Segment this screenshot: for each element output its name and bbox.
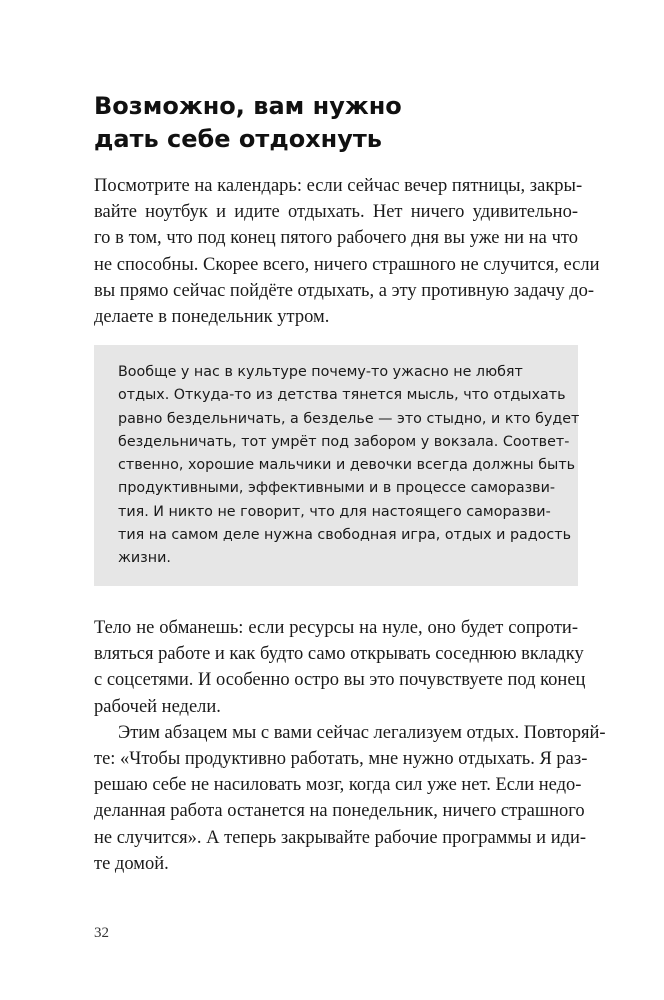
text-line: вы прямо сейчас пойдёте отдыхать, а эту противную задачу до-: [94, 280, 595, 301]
callout-line: Вообще у нас в культуре почему-то ужасно не любят: [118, 364, 523, 380]
section-heading: [94, 90, 574, 156]
page-number: 32: [94, 925, 109, 941]
text-line: решаю себе не насиловать мозг, когда сил уже нет. Если недо-: [94, 775, 582, 796]
text-line: Тело не обманешь: если ресурсы на нуле, оно будет сопроти-: [94, 618, 578, 638]
text-line: деланная работа останется на понедельник, ничего страшного: [94, 801, 585, 822]
text-line: вляться работе и как будто само открывать соседнюю вкладку: [94, 644, 584, 665]
text-line: рабочей недели.: [94, 696, 221, 717]
callout-line: тия на самом деле нужна свободная игра, отдых и радость: [118, 527, 572, 544]
callout-line: тия. И никто не говорит, что для настоящего саморазви-: [118, 503, 551, 520]
callout-line: равно бездельничать, а безделье — это стыдно, и кто будет: [118, 410, 580, 427]
text-line: делаете в понедельник утром.: [94, 307, 330, 328]
callout-line: отдых. Откуда-то из детства тянется мысль, что отдыхать: [118, 387, 566, 404]
heading-line: дать себе отдохнуть: [94, 125, 382, 153]
paragraph-1: [94, 173, 600, 330]
paragraph-2-and-3: [94, 615, 606, 877]
text-line: не способны. Скорее всего, ничего страшного не случится, если: [94, 254, 600, 275]
callout-line: бездельничать, тот умрёт под забором у вокзала. Соответ-: [118, 433, 570, 450]
text-line: не случится». А теперь закрывайте рабочие программы и иди-: [94, 827, 587, 848]
callout-line: жизни.: [118, 550, 171, 567]
heading-line: Возможно, вам нужно: [94, 92, 402, 120]
callout-text: [118, 361, 580, 571]
text-line: вайте ноутбук и идите отдыхать. Нет ничего удивительно-: [94, 202, 578, 223]
callout-box: [94, 345, 578, 586]
callout-line: ственно, хорошие мальчики и девочки всегда должны быть: [118, 457, 576, 474]
text-line: Посмотрите на календарь: если сейчас вечер пятницы, закры-: [94, 176, 583, 196]
text-line: те: «Чтобы продуктивно работать, мне нужно отдыхать. Я раз-: [94, 749, 588, 770]
callout-line: продуктивными, эффективными и в процессе саморазви-: [118, 480, 556, 497]
text-line: те домой.: [94, 853, 169, 874]
text-line: го в том, что под конец пятого рабочего дня вы уже ни на что: [94, 228, 578, 249]
text-line: с соцсетями. И особенно остро вы это почувствуете под конец: [94, 670, 586, 691]
text-line: Этим абзацем мы с вами сейчас легализуем отдых. Повторяй-: [118, 722, 606, 743]
